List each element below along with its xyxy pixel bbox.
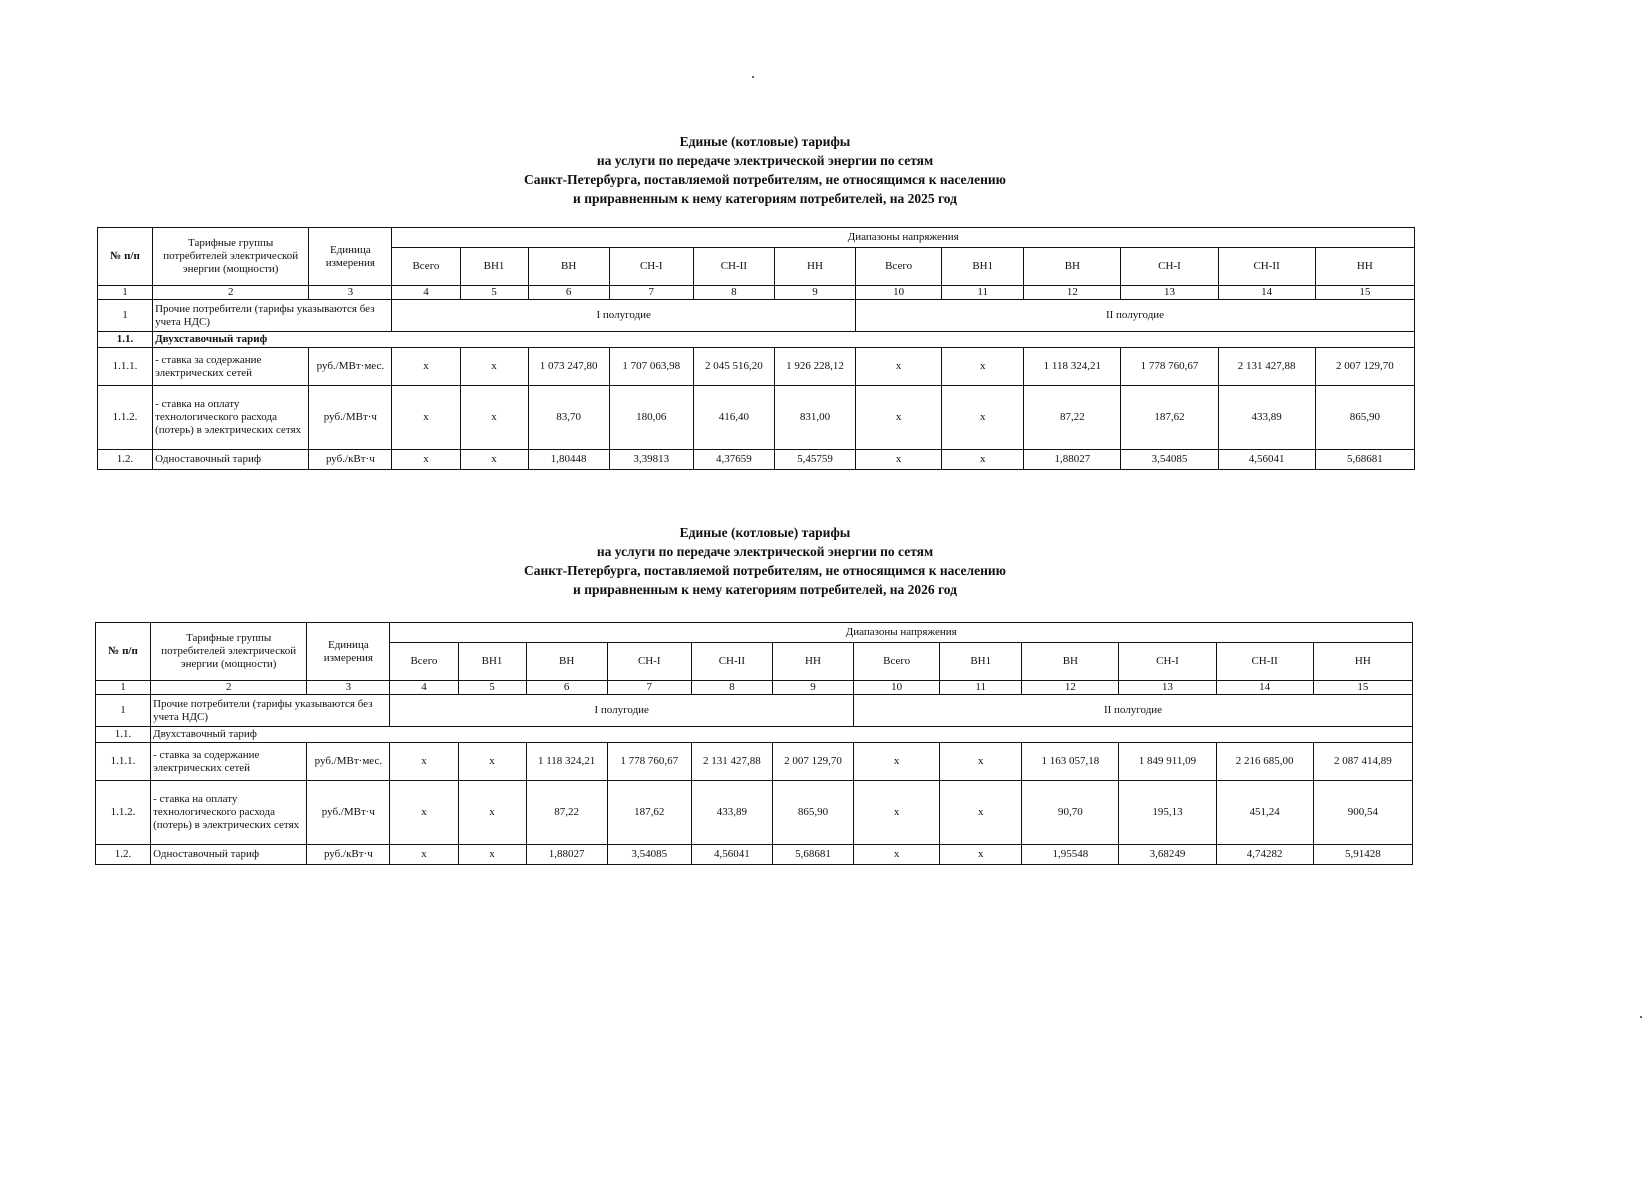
row-unit: руб./МВт·мес. xyxy=(309,348,392,386)
value-cell: x xyxy=(942,450,1024,470)
level-header: СН-II xyxy=(693,248,774,286)
title-line: Единые (котловые) тарифы xyxy=(679,134,851,149)
value-cell: x xyxy=(458,743,526,781)
row-number: 1.1.1. xyxy=(96,743,151,781)
value-cell: x xyxy=(940,781,1022,845)
column-number: 10 xyxy=(854,681,940,695)
row-number: 1.1. xyxy=(96,727,151,743)
value-cell: 2 216 685,00 xyxy=(1216,743,1313,781)
num-header: № п/п xyxy=(96,623,151,681)
level-header: НН xyxy=(774,248,855,286)
value-cell: 3,68249 xyxy=(1119,845,1216,865)
level-header: Всего xyxy=(854,643,940,681)
value-cell: 1 778 760,67 xyxy=(607,743,691,781)
table-title xyxy=(0,132,1530,208)
row-label: - ставка за содержание электрических сетей xyxy=(153,348,309,386)
value-cell: 900,54 xyxy=(1313,781,1412,845)
value-cell: x xyxy=(460,450,528,470)
value-cell: 3,39813 xyxy=(609,450,693,470)
value-cell: 3,54085 xyxy=(607,845,691,865)
row-unit: руб./МВт·мес. xyxy=(307,743,390,781)
level-header: ВН1 xyxy=(942,248,1024,286)
value-cell: 5,91428 xyxy=(1313,845,1412,865)
level-header: НН xyxy=(1313,643,1412,681)
half-year-2: II полугодие xyxy=(856,300,1415,332)
table-row xyxy=(98,450,1415,470)
half-year-1: I полугодие xyxy=(392,300,856,332)
value-cell: 1 849 911,09 xyxy=(1119,743,1216,781)
tariff-table xyxy=(95,622,1413,865)
num-header: № п/п xyxy=(98,228,153,286)
unit-header: Единица измерения xyxy=(309,228,392,286)
column-number: 15 xyxy=(1315,286,1414,300)
header-row xyxy=(98,228,1415,248)
value-cell: x xyxy=(854,781,940,845)
value-cell: 4,56041 xyxy=(691,845,772,865)
level-header: ВН1 xyxy=(940,643,1022,681)
value-cell: 180,06 xyxy=(609,386,693,450)
value-cell: 1 118 324,21 xyxy=(1024,348,1121,386)
level-header: ВН xyxy=(1024,248,1121,286)
level-header: НН xyxy=(772,643,853,681)
column-number: 3 xyxy=(309,286,392,300)
ranges-header: Диапазоны напряжения xyxy=(390,623,1413,643)
value-cell: 3,54085 xyxy=(1121,450,1218,470)
header-row xyxy=(96,623,1413,643)
section-label: Прочие потребители (тарифы указываются без учета НДС) xyxy=(153,300,392,332)
value-cell: 1 118 324,21 xyxy=(526,743,607,781)
level-header: НН xyxy=(1315,248,1414,286)
unit-header: Единица измерения xyxy=(307,623,390,681)
column-number: 4 xyxy=(392,286,460,300)
row-number: 1.2. xyxy=(96,845,151,865)
column-number: 6 xyxy=(526,681,607,695)
table-row xyxy=(98,348,1415,386)
title-line: на услуги по передаче электрической энергии по сетям xyxy=(596,544,934,559)
level-header: СН-II xyxy=(1218,248,1315,286)
groups-header: Тарифные группы потребителей электрической энергии (мощности) xyxy=(151,623,307,681)
level-header: ВН xyxy=(526,643,607,681)
value-cell: x xyxy=(458,845,526,865)
value-cell: 2 131 427,88 xyxy=(1218,348,1315,386)
title-line: и приравненным к нему категориям потребителей, на 2025 год xyxy=(573,191,957,206)
value-cell: 865,90 xyxy=(1315,386,1414,450)
column-number: 6 xyxy=(528,286,609,300)
value-cell: 1 073 247,80 xyxy=(528,348,609,386)
column-number: 9 xyxy=(772,681,853,695)
value-cell: 1,88027 xyxy=(526,845,607,865)
level-header: СН-II xyxy=(1216,643,1313,681)
value-cell: 5,45759 xyxy=(774,450,855,470)
row-label: Одноставочный тариф xyxy=(153,450,309,470)
level-header: СН-I xyxy=(609,248,693,286)
half-year-2: II полугодие xyxy=(854,695,1413,727)
value-cell: 90,70 xyxy=(1022,781,1119,845)
subsection-label: Двухставочный тариф xyxy=(153,332,1415,348)
value-cell: 1,95548 xyxy=(1022,845,1119,865)
value-cell: 1 778 760,67 xyxy=(1121,348,1218,386)
value-cell: 2 045 516,20 xyxy=(693,348,774,386)
column-number: 11 xyxy=(940,681,1022,695)
value-cell: x xyxy=(854,845,940,865)
row-number: 1 xyxy=(98,300,153,332)
value-cell: 2 007 129,70 xyxy=(772,743,853,781)
section-label: Прочие потребители (тарифы указываются без учета НДС) xyxy=(151,695,390,727)
value-cell: x xyxy=(856,386,942,450)
value-cell: 1,80448 xyxy=(528,450,609,470)
value-cell: 1,88027 xyxy=(1024,450,1121,470)
column-numbers-row xyxy=(98,286,1415,300)
value-cell: 1 926 228,12 xyxy=(774,348,855,386)
value-cell: 1 163 057,18 xyxy=(1022,743,1119,781)
table-row xyxy=(98,386,1415,450)
value-cell: x xyxy=(460,348,528,386)
row-label: - ставка за содержание электрических сетей xyxy=(151,743,307,781)
column-number: 15 xyxy=(1313,681,1412,695)
row-number: 1.1.2. xyxy=(96,781,151,845)
value-cell: 87,22 xyxy=(1024,386,1121,450)
column-number: 8 xyxy=(693,286,774,300)
level-header: СН-II xyxy=(691,643,772,681)
section-row xyxy=(98,300,1415,332)
subsection-row xyxy=(96,727,1413,743)
value-cell: x xyxy=(940,845,1022,865)
value-cell: x xyxy=(854,743,940,781)
title-line: Санкт-Петербурга, поставляемой потребителям, не относящимся к населению xyxy=(523,172,1006,187)
column-numbers-row xyxy=(96,681,1413,695)
row-number: 1.1.1. xyxy=(98,348,153,386)
value-cell: x xyxy=(392,450,460,470)
row-number: 1 xyxy=(96,695,151,727)
column-number: 4 xyxy=(390,681,458,695)
column-number: 9 xyxy=(774,286,855,300)
value-cell: 865,90 xyxy=(772,781,853,845)
row-label: Одноставочный тариф xyxy=(151,845,307,865)
scan-speck xyxy=(752,76,754,78)
value-cell: 416,40 xyxy=(693,386,774,450)
value-cell: x xyxy=(458,781,526,845)
column-number: 12 xyxy=(1024,286,1121,300)
title-line: Единые (котловые) тарифы xyxy=(679,525,851,540)
table-row xyxy=(96,743,1413,781)
value-cell: 195,13 xyxy=(1119,781,1216,845)
row-number: 1.2. xyxy=(98,450,153,470)
column-number: 5 xyxy=(458,681,526,695)
value-cell: x xyxy=(390,743,458,781)
value-cell: 4,74282 xyxy=(1216,845,1313,865)
value-cell: 4,37659 xyxy=(693,450,774,470)
level-header: СН-I xyxy=(607,643,691,681)
row-number: 1.1. xyxy=(98,332,153,348)
level-header: ВН1 xyxy=(460,248,528,286)
table-title xyxy=(0,523,1530,599)
level-header: Всего xyxy=(392,248,460,286)
value-cell: x xyxy=(942,386,1024,450)
row-unit: руб./МВт·ч xyxy=(307,781,390,845)
row-unit: руб./кВт·ч xyxy=(307,845,390,865)
column-number: 5 xyxy=(460,286,528,300)
value-cell: 187,62 xyxy=(1121,386,1218,450)
table-row xyxy=(96,781,1413,845)
column-number: 14 xyxy=(1216,681,1313,695)
column-number: 7 xyxy=(609,286,693,300)
value-cell: 2 131 427,88 xyxy=(691,743,772,781)
value-cell: x xyxy=(392,348,460,386)
value-cell: 87,22 xyxy=(526,781,607,845)
row-unit: руб./кВт·ч xyxy=(309,450,392,470)
title-line: и приравненным к нему категориям потребителей, на 2026 год xyxy=(573,582,957,597)
level-header: СН-I xyxy=(1121,248,1218,286)
tariff-table xyxy=(97,227,1415,470)
column-number: 11 xyxy=(942,286,1024,300)
value-cell: x xyxy=(390,781,458,845)
column-number: 14 xyxy=(1218,286,1315,300)
column-number: 8 xyxy=(691,681,772,695)
column-number: 10 xyxy=(856,286,942,300)
row-label: - ставка на оплату технологического расхода (потерь) в электрических сетях xyxy=(153,386,309,450)
level-header: ВН xyxy=(528,248,609,286)
column-number: 1 xyxy=(96,681,151,695)
column-number: 2 xyxy=(151,681,307,695)
level-header: Всего xyxy=(856,248,942,286)
value-cell: x xyxy=(942,348,1024,386)
value-cell: x xyxy=(856,450,942,470)
column-number: 3 xyxy=(307,681,390,695)
value-cell: 5,68681 xyxy=(772,845,853,865)
value-cell: 187,62 xyxy=(607,781,691,845)
value-cell: x xyxy=(390,845,458,865)
section-row xyxy=(96,695,1413,727)
level-header: СН-I xyxy=(1119,643,1216,681)
column-number: 2 xyxy=(153,286,309,300)
level-header: ВН xyxy=(1022,643,1119,681)
subsection-row xyxy=(98,332,1415,348)
column-number: 13 xyxy=(1119,681,1216,695)
groups-header: Тарифные группы потребителей электрической энергии (мощности) xyxy=(153,228,309,286)
value-cell: 83,70 xyxy=(528,386,609,450)
value-cell: x xyxy=(856,348,942,386)
level-header: Всего xyxy=(390,643,458,681)
value-cell: 4,56041 xyxy=(1218,450,1315,470)
column-number: 13 xyxy=(1121,286,1218,300)
half-year-1: I полугодие xyxy=(390,695,854,727)
table-row xyxy=(96,845,1413,865)
row-label: - ставка на оплату технологического расхода (потерь) в электрических сетях xyxy=(151,781,307,845)
value-cell: x xyxy=(940,743,1022,781)
value-cell: x xyxy=(392,386,460,450)
value-cell: x xyxy=(460,386,528,450)
subsection-label: Двухставочный тариф xyxy=(151,727,1413,743)
column-number: 1 xyxy=(98,286,153,300)
row-number: 1.1.2. xyxy=(98,386,153,450)
row-unit: руб./МВт·ч xyxy=(309,386,392,450)
title-line: на услуги по передаче электрической энергии по сетям xyxy=(596,153,934,168)
column-number: 7 xyxy=(607,681,691,695)
ranges-header: Диапазоны напряжения xyxy=(392,228,1415,248)
value-cell: 831,00 xyxy=(774,386,855,450)
title-line: Санкт-Петербурга, поставляемой потребителям, не относящимся к населению xyxy=(523,563,1006,578)
column-number: 12 xyxy=(1022,681,1119,695)
value-cell: 5,68681 xyxy=(1315,450,1414,470)
value-cell: 433,89 xyxy=(691,781,772,845)
level-header: ВН1 xyxy=(458,643,526,681)
value-cell: 1 707 063,98 xyxy=(609,348,693,386)
value-cell: 2 007 129,70 xyxy=(1315,348,1414,386)
value-cell: 2 087 414,89 xyxy=(1313,743,1412,781)
value-cell: 451,24 xyxy=(1216,781,1313,845)
scan-speck xyxy=(1640,1016,1642,1018)
value-cell: 433,89 xyxy=(1218,386,1315,450)
